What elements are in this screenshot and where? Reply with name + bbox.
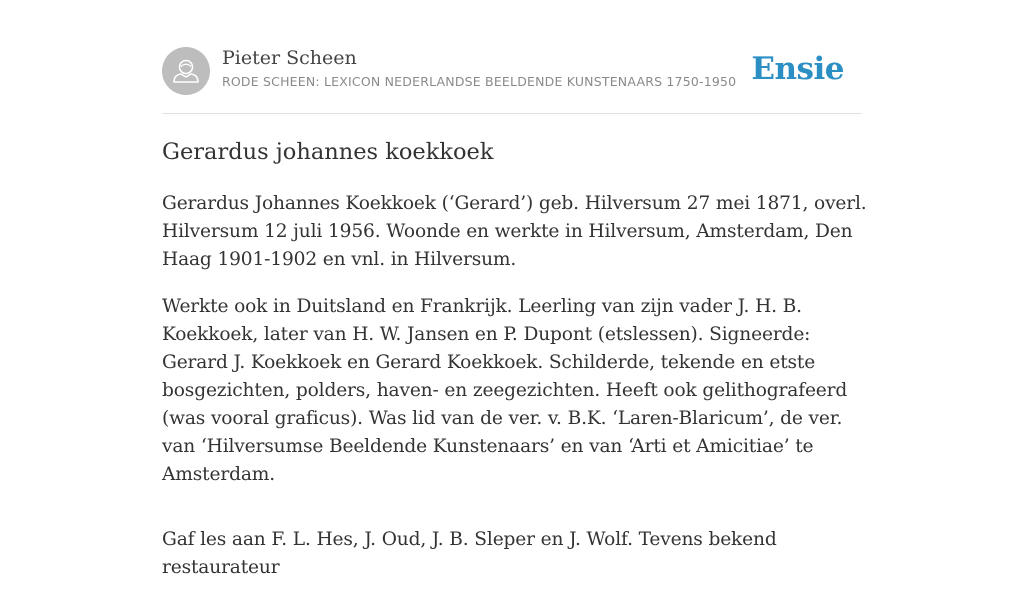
author-name[interactable]: Pieter Scheen [222,47,357,69]
article-title: Gerardus johannes koekkoek [162,139,494,165]
header [162,46,862,96]
article-paragraph: Gerardus Johannes Koekkoek (‘Gerard’) geb. Hilversum 27 mei 1871, overl. Hilversum 12 juli 1956. Woonde en werkte in Hilversum, Amsterdam, Den Haag 1901-1902 en vnl. in Hilversum. [162,193,867,270]
ensie-logo[interactable]: Ensie [751,51,844,87]
header-divider [162,113,862,114]
article-paragraph: Gaf les aan F. L. Hes, J. Oud, J. B. Sleper en J. Wolf. Tevens bekend restaurateur [162,529,777,578]
source-title[interactable]: RODE SCHEEN: LEXICON NEDERLANDSE BEELDENDE KUNSTENAARS 1750-1950 [222,74,737,89]
article-paragraph: Werkte ook in Duitsland en Frankrijk. Leerling van zijn vader J. H. B. Koekkoek, later van H. W. Jansen en P. Dupont (etslessen). Signeerde: Gerard J. Koekkoek en Gerard Koekkoek. Schilderde, tekende en etste bosgezichten, polders, haven- en zeegezichten. Heeft ook gelithografeerd (was vooral graficus). Was lid van de ver. v. B.K. ‘Laren-Blaricum’, de ver. van ‘Hilversumse Beeldende Kunstenaars’ en van ‘Arti et Amicitiae’ te Amsterdam. [162,296,848,485]
article-body [162,190,872,601]
avatar[interactable] [162,47,210,95]
user-icon [162,47,210,95]
